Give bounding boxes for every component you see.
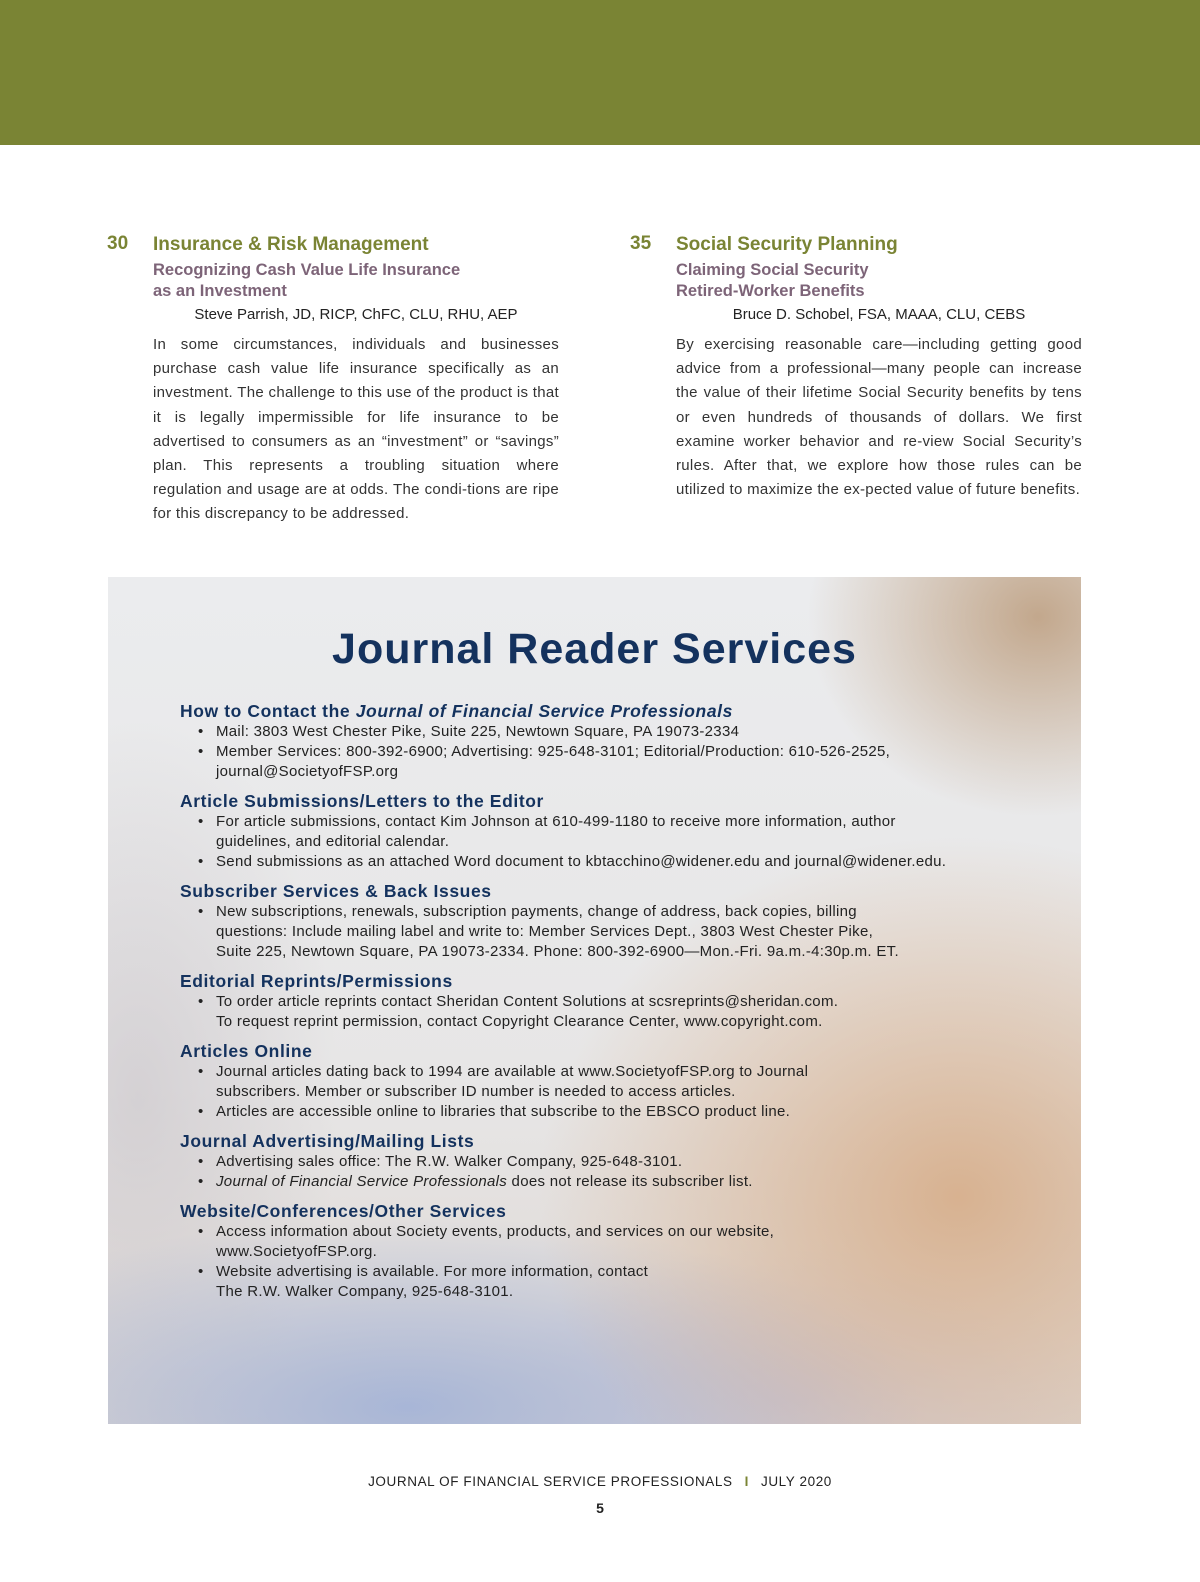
list-item: • Advertising sales office: The R.W. Walker Company, 925-648-3101. [198,1153,683,1170]
services-section-advertising [180,1130,1040,1192]
services-section-website [180,1200,1040,1302]
list-item: • Mail: 3803 West Chester Pike, Suite 225, Newtown Square, PA 19073-2334 [198,723,740,740]
article-section: Insurance & Risk Management [153,234,429,255]
page-number-ref: 35 [630,233,652,254]
email-link[interactable]: journal@SocietyofFSP.org [216,763,399,780]
section-heading: Articles Online [180,1041,313,1061]
article-title: Claiming Social Security Retired-Worker Benefits [676,261,869,300]
list-item: • Access information about Society events, products, and services on our website, www.SocietyofFSP.org. [180,1222,1040,1262]
section-heading: Article Submissions/Letters to the Editor [180,791,544,811]
article-teaser [630,233,1150,502]
article-teaser [107,233,627,527]
list-item: • To order article reprints contact Sheridan Content Solutions at scsreprints@sheridan.com. To request reprint permission, contact Copyright Clearance Center, www.copyright.com. [198,993,839,1030]
list-item: • Website advertising is available. For more information, contact The R.W. Walker Company, 925-648-3101. [198,1263,649,1300]
article-abstract: By exercising reasonable care—including getting good advice from a professional—many people can increase the value of their lifetime Social Security benefits by tens or even hundreds of thousands of dollars. We first examine worker behavior and re-view Social Security’s rules. After that, we explore how those rules can be utilized to maximize the ex-pected value of future benefits. [676,336,1082,499]
list-item: • Journal articles dating back to 1994 are available at www.SocietyofFSP.org to Journal subscribers. Member or subscriber ID number is needed to access articles. [198,1063,809,1100]
website-link[interactable]: www.SocietyofFSP.org. [216,1243,378,1260]
section-heading: Editorial Reprints/Permissions [180,971,453,991]
list-item: • Member Services: 800-392-6900; Advertising: 925-648-3101; Editorial/Production: 610-526-2525, journal@SocietyofFSP.org [180,742,1040,782]
footer-journal-name: JOURNAL OF FINANCIAL SERVICE PROFESSIONALS [368,1474,733,1489]
header-color-band [0,0,1200,145]
page-footer [0,1474,1200,1489]
article-title: Recognizing Cash Value Life Insurance as an Investment [153,261,461,300]
article-section: Social Security Planning [676,234,898,255]
services-section-reprints [180,970,1040,1032]
list-item: • For article submissions, contact Kim Johnson at 610-499-1180 to receive more information, author guidelines, and editorial calendar. [198,813,896,850]
list-item: • New subscriptions, renewals, subscription payments, change of address, back copies, billing questions: Include mailing label and write to: Member Services Dept., 3803 West Chester Pike, Suite 225, Newtown Square, PA 19073-2334. Phone: 800-392-6900—Mon.-Fri. 9a.m.-4:30p.m. ET. [198,903,899,960]
footer-date: JULY 2020 [760,1474,832,1489]
services-section-contact [180,700,1040,782]
services-section-online [180,1040,1040,1122]
section-heading: How to Contact the Journal of Financial Service Professionals [180,701,733,721]
page-number-ref: 30 [107,233,129,254]
article-abstract: In some circumstances, individuals and businesses purchase cash value life insurance specifically as an investment. The challenge to this use of the product is that it is legally impermissible for life insurance to be advertised to consumers as an “investment” or “savings” plan. This represents a troubling situation where regulation and usage are at odds. The condi-tions are ripe for this discrepancy to be addressed. [153,336,559,523]
page-number: 5 [596,1500,604,1516]
services-section-subscriber [180,880,1040,962]
section-heading: Journal Advertising/Mailing Lists [180,1131,475,1151]
article-author: Bruce D. Schobel, FSA, MAAA, CLU, CEBS [732,306,1026,323]
article-author: Steve Parrish, JD, RICP, ChFC, CLU, RHU, AEP [194,306,518,323]
section-heading: Website/Conferences/Other Services [180,1201,507,1221]
footer-separator: I [744,1474,749,1489]
services-list [180,700,1040,1310]
list-item: • Articles are accessible online to libraries that subscribe to the EBSCO product line. [198,1103,791,1120]
list-item: • Send submissions as an attached Word document to kbtacchino@widener.edu and journal@widener.edu. [198,853,947,870]
list-item: • Journal of Financial Service Professionals does not release its subscriber list. [198,1173,753,1190]
section-heading: Subscriber Services & Back Issues [180,881,492,901]
services-title: Journal Reader Services [332,625,857,673]
reader-services-panel [108,577,1081,1424]
services-section-submissions [180,790,1040,872]
